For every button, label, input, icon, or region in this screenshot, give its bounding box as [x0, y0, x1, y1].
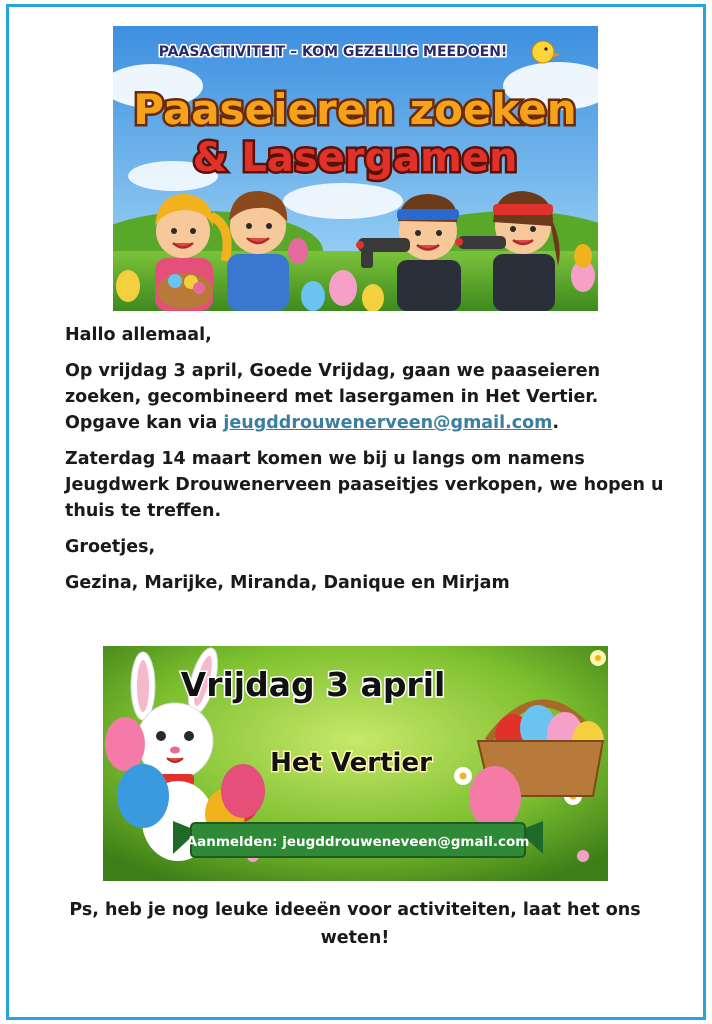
closing: Groetjes,	[65, 537, 156, 557]
banner-bottom-image	[103, 646, 608, 881]
letter-body	[65, 322, 665, 606]
greeting: Hallo allemaal,	[65, 325, 212, 345]
banner-tagline: PAASACTIVITEIT – KOM GEZELLIG MEEDOEN!	[158, 44, 508, 60]
email-link[interactable]: jeugddrouwenerveen@gmail.com	[223, 413, 553, 433]
banner-venue: Het Vertier	[270, 748, 432, 778]
signup-ribbon	[173, 821, 543, 857]
paragraph-activity-text: Op vrijdag 3 april, Goede Vrijdag, gaan we paaseieren zoeken, gecombineerd met lasergamen in Het Vertier. Opgave kan via	[65, 361, 601, 433]
banner-signup: Aanmelden: jeugddrouweneveen@gmail.com	[186, 834, 530, 850]
paragraph-activity	[65, 358, 665, 436]
signatures: Gezina, Marijke, Miranda, Danique en Mirjam	[65, 573, 510, 593]
banner-date: Vrijdag 3 april	[180, 665, 446, 704]
banner-top-image	[113, 26, 598, 311]
ps-note: Ps, heb je nog leuke ideeën voor activiteiten, laat het ons weten!	[69, 900, 641, 948]
paragraph-sale: Zaterdag 14 maart komen we bij u langs om namens Jeugdwerk Drouwenerveen paaseitjes verkopen, we hopen u thuis te treffen.	[65, 449, 664, 521]
banner-title-line1: Paaseieren zoeken	[133, 85, 577, 134]
paragraph-activity-end: .	[552, 413, 560, 433]
banner-title-line2: & Lasergamen	[192, 135, 518, 181]
